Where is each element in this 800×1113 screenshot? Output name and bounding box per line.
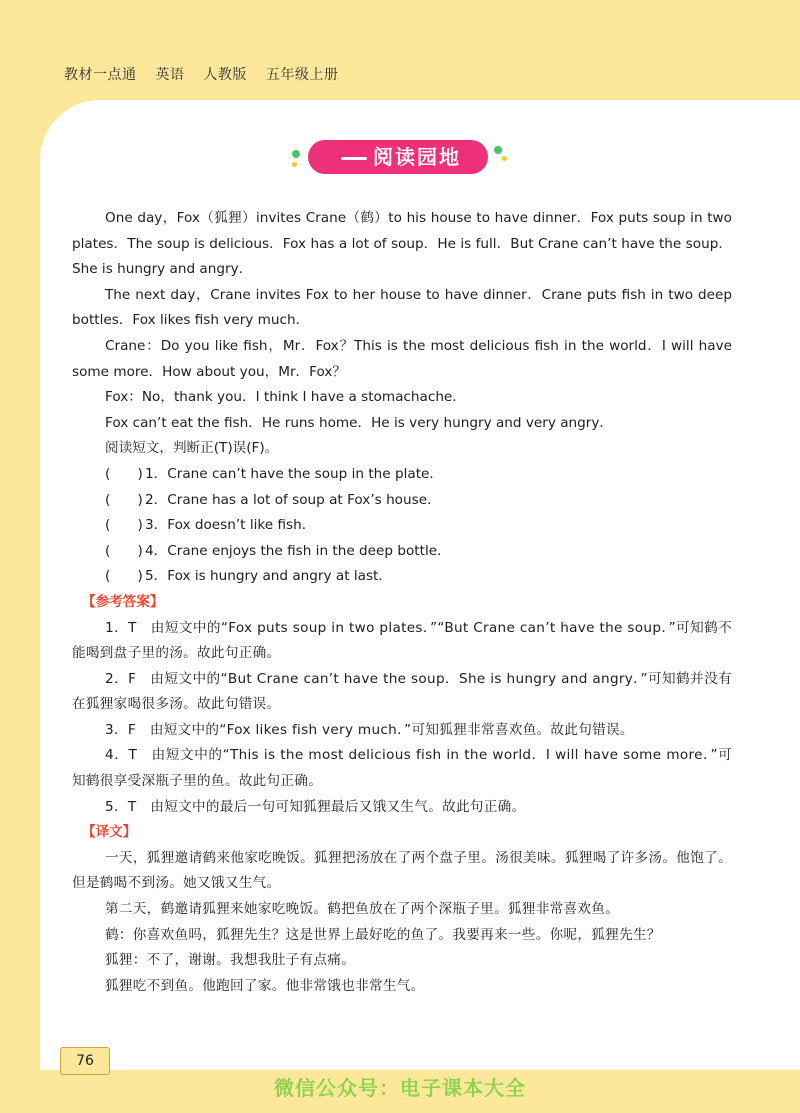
story-paragraph: Fox can’t eat the fish．He runs home．He is very hungry and very angry． [105,414,614,431]
translation-paragraph: 狐狸：不了，谢谢。我想我肚子有点痛。 [105,952,356,969]
watermark-text: 微信公众号：电子课本大全 [274,1076,526,1100]
question-text: 2．Crane has a lot of soup at Fox’s house． [145,491,441,508]
question-item [72,488,732,514]
section-title-text: 阅读园地 [373,145,461,169]
question-text: 1．Crane can’t have the soup in the plate． [145,465,443,482]
section-title-banner [290,140,510,174]
answer-blank[interactable]: ( ) [105,542,143,559]
section-title [308,140,488,174]
question-item [72,513,732,539]
decor-dash-icon [341,157,367,160]
question-item [72,539,732,565]
decor-dot-icon [502,156,507,161]
translation-paragraph: 第二天，鹤邀请狐狸来她家吃晚饭。鹤把鱼放在了两个深瓶子里。狐狸非常喜欢鱼。 [105,901,620,918]
question-item [72,462,732,488]
running-header [64,64,352,84]
story-paragraph: Fox：No，thank you．I think I have a stomachache． [105,389,466,406]
page-number: 76 [60,1047,110,1075]
answer-item: 2．F 由短文中的“But Crane can’t have the soup．She is hungry and angry．”可知鹤并没有在狐狸家喝很多汤。故此句错误。 [72,670,732,713]
answers-heading: 【参考答案】 [82,593,164,610]
answer-blank[interactable]: ( ) [105,465,143,482]
answer-blank[interactable]: ( ) [105,517,143,534]
header-grade: 五年级上册 [265,67,339,83]
translation-paragraph: 狐狸吃不到鱼。他跑回了家。他非常饿也非常生气。 [105,977,425,994]
answer-blank[interactable]: ( ) [105,568,143,585]
answer-blank[interactable]: ( ) [105,491,143,508]
answer-item: 4．T 由短文中的“This is the most delicious fish in the world．I will have some more．”可知鹤很享受深瓶子里的鱼。故此句正确。 [72,747,732,790]
answer-item: 5．T 由短文中的最后一句可知狐狸最后又饿又生气。故此句正确。 [105,798,526,815]
header-subject: 英语 [155,67,185,83]
answer-item: 1．T 由短文中的“Fox puts soup in two plates．”“But Crane can’t have the soup．”可知鹤不能喝到盘子里的汤。故此句正确。 [72,619,732,662]
story-paragraph: One day，Fox（狐狸）invites Crane（鹤）to his house to have dinner．Fox puts soup in two plates．The soup is delicious．Fox has a lot of soup．He is full．But Crane can’t have the soup．She is hungry and angry． [72,210,732,278]
story-paragraph: Crane：Do you like fish，Mr．Fox？This is the most delicious fish in the world．I will have some more．How about you，Mr．Fox？ [72,337,732,380]
question-item [72,564,732,590]
translation-paragraph: 鹤：你喜欢鱼吗，狐狸先生？这是世界上最好吃的鱼了。我要再来一些。你呢，狐狸先生？ [105,926,661,943]
exercise-instruction: 阅读短文，判断正(T)误(F)。 [105,440,279,457]
answer-item: 3．F 由短文中的“Fox likes fish very much．”可知狐狸非常喜欢鱼。故此句错误。 [105,721,634,738]
decor-dot-icon [292,150,300,158]
reading-content [72,206,732,999]
question-text: 4．Crane enjoys the fish in the deep bottle． [145,542,451,559]
header-edition: 人教版 [203,67,247,83]
translation-heading: 【译文】 [82,824,137,841]
header-book: 教材一点通 [64,67,137,83]
decor-dot-icon [494,146,502,154]
question-text: 5．Fox is hungry and angry at last． [145,568,392,585]
question-text: 3．Fox doesn’t like fish． [145,517,316,534]
decor-dot-icon [292,162,297,167]
story-paragraph: The next day，Crane invites Fox to her house to have dinner．Crane puts fish in two deep bottles．Fox likes fish very much． [72,286,732,329]
translation-paragraph: 一天，狐狸邀请鹤来他家吃晚饭。狐狸把汤放在了两个盘子里。汤很美味。狐狸喝了许多汤。他饱了。但是鹤喝不到汤。她又饿又生气。 [72,849,732,892]
